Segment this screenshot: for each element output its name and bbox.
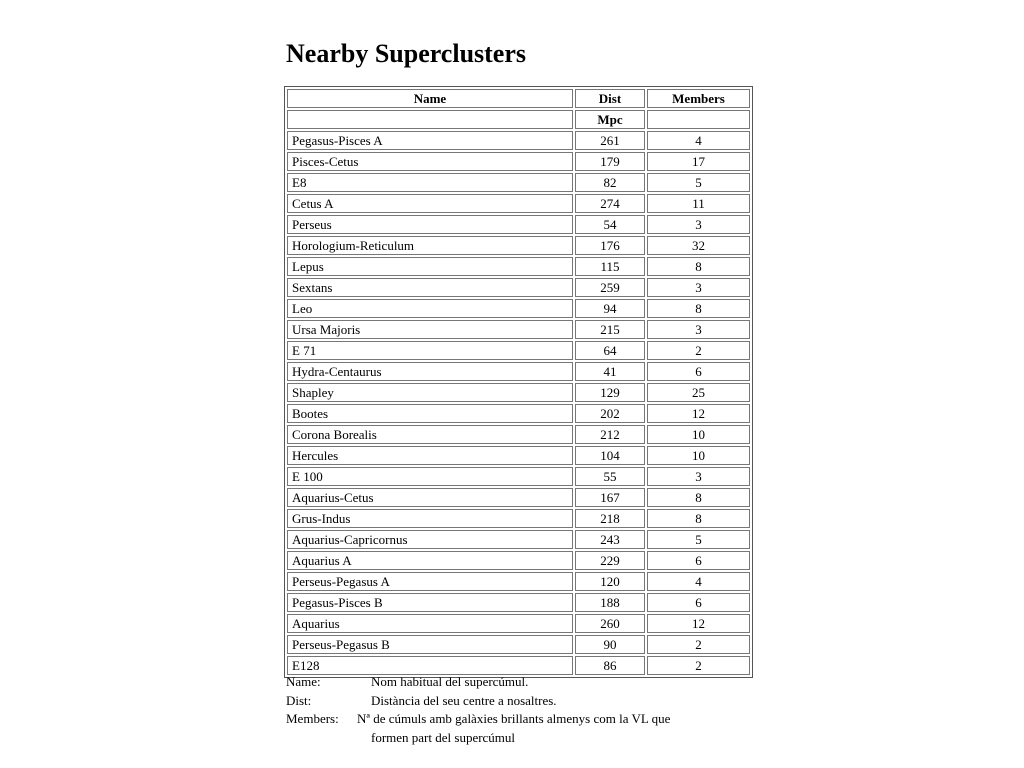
cell-members: 3 [647,215,750,234]
cell-dist: 54 [575,215,645,234]
table-row [287,194,750,213]
unit-dist: Mpc [575,110,645,129]
table-row [287,509,750,528]
superclusters-table [284,86,753,678]
cell-name: Hydra-Centaurus [287,362,573,381]
cell-name: Pegasus-Pisces B [287,593,573,612]
legend-def-dist: Distància del seu centre a nosaltres. [371,692,557,708]
header-dist: Dist [575,89,645,108]
cell-name: Bootes [287,404,573,423]
header-row [287,89,750,108]
cell-name: Sextans [287,278,573,297]
cell-dist: 274 [575,194,645,213]
header-members: Members [647,89,750,108]
cell-name: Pisces-Cetus [287,152,573,171]
table-row [287,173,750,192]
cell-members: 3 [647,278,750,297]
table-row [287,572,750,591]
cell-members: 8 [647,257,750,276]
cell-dist: 64 [575,341,645,360]
table-row [287,446,750,465]
legend-def-members-line1: Nª de cúmuls amb galàxies brillants almenys com la VL que [357,711,671,726]
cell-name: Grus-Indus [287,509,573,528]
cell-members: 8 [647,509,750,528]
cell-dist: 55 [575,467,645,486]
cell-members: 8 [647,488,750,507]
cell-members: 2 [647,635,750,654]
table-row [287,257,750,276]
cell-dist: 104 [575,446,645,465]
legend-def-name: Nom habitual del supercúmul. [371,674,529,689]
cell-members: 6 [647,362,750,381]
legend-term-members: Members: [286,711,339,726]
cell-name: Perseus [287,215,573,234]
cell-members: 12 [647,614,750,633]
table-row [287,488,750,507]
cell-members: 6 [647,593,750,612]
table-row [287,362,750,381]
cell-dist: 202 [575,404,645,423]
table-row [287,425,750,444]
cell-dist: 129 [575,383,645,402]
cell-dist: 167 [575,488,645,507]
cell-name: Ursa Majoris [287,320,573,339]
table-row [287,320,750,339]
cell-name: Corona Borealis [287,425,573,444]
cell-name: E 71 [287,341,573,360]
cell-members: 11 [647,194,750,213]
unit-name [287,110,573,129]
legend-term-name: Name: [286,674,321,689]
cell-dist: 215 [575,320,645,339]
header-name: Name [287,89,573,108]
cell-dist: 261 [575,131,645,150]
cell-dist: 218 [575,509,645,528]
cell-dist: 176 [575,236,645,255]
cell-name: Aquarius A [287,551,573,570]
cell-members: 25 [647,383,750,402]
cell-name: E8 [287,173,573,192]
units-row [287,110,750,129]
table-row [287,341,750,360]
cell-members: 5 [647,173,750,192]
cell-name: Shapley [287,383,573,402]
cell-members: 3 [647,320,750,339]
page-title: Nearby Superclusters [286,39,527,68]
table-row [287,131,750,150]
cell-members: 4 [647,131,750,150]
cell-members: 10 [647,425,750,444]
cell-members: 2 [647,341,750,360]
legend-def-members-line2: formen part del supercúmul [371,729,516,745]
cell-dist: 229 [575,551,645,570]
cell-name: Leo [287,299,573,318]
cell-name: E128 [287,656,573,675]
cell-members: 2 [647,656,750,675]
unit-members [647,110,750,129]
cell-dist: 259 [575,278,645,297]
cell-name: E 100 [287,467,573,486]
cell-dist: 115 [575,257,645,276]
cell-members: 10 [647,446,750,465]
cell-dist: 188 [575,593,645,612]
cell-dist: 90 [575,635,645,654]
cell-name: Aquarius [287,614,573,633]
cell-dist: 82 [575,173,645,192]
table-row [287,551,750,570]
cell-members: 17 [647,152,750,171]
cell-dist: 243 [575,530,645,549]
cell-name: Pegasus-Pisces A [287,131,573,150]
cell-members: 5 [647,530,750,549]
cell-name: Perseus-Pegasus B [287,635,573,654]
cell-members: 12 [647,404,750,423]
legend-term-dist: Dist: [286,692,312,708]
cell-dist: 86 [575,656,645,675]
table-row [287,299,750,318]
cell-dist: 179 [575,152,645,171]
table-body [287,131,750,675]
cell-dist: 41 [575,362,645,381]
table-row [287,383,750,402]
cell-name: Horologium-Reticulum [287,236,573,255]
cell-name: Aquarius-Cetus [287,488,573,507]
cell-members: 6 [647,551,750,570]
table-row [287,404,750,423]
cell-name: Lepus [287,257,573,276]
cell-dist: 94 [575,299,645,318]
cell-dist: 260 [575,614,645,633]
table-row [287,278,750,297]
table-row [287,215,750,234]
table-row [287,236,750,255]
cell-name: Hercules [287,446,573,465]
table-row [287,614,750,633]
cell-members: 8 [647,299,750,318]
cell-members: 3 [647,467,750,486]
cell-name: Cetus A [287,194,573,213]
cell-members: 32 [647,236,750,255]
table-row [287,530,750,549]
table-row [287,635,750,654]
table-row [287,467,750,486]
table-row [287,152,750,171]
cell-dist: 212 [575,425,645,444]
cell-name: Perseus-Pegasus A [287,572,573,591]
table-row [287,593,750,612]
cell-dist: 120 [575,572,645,591]
cell-name: Aquarius-Capricornus [287,530,573,549]
cell-members: 4 [647,572,750,591]
